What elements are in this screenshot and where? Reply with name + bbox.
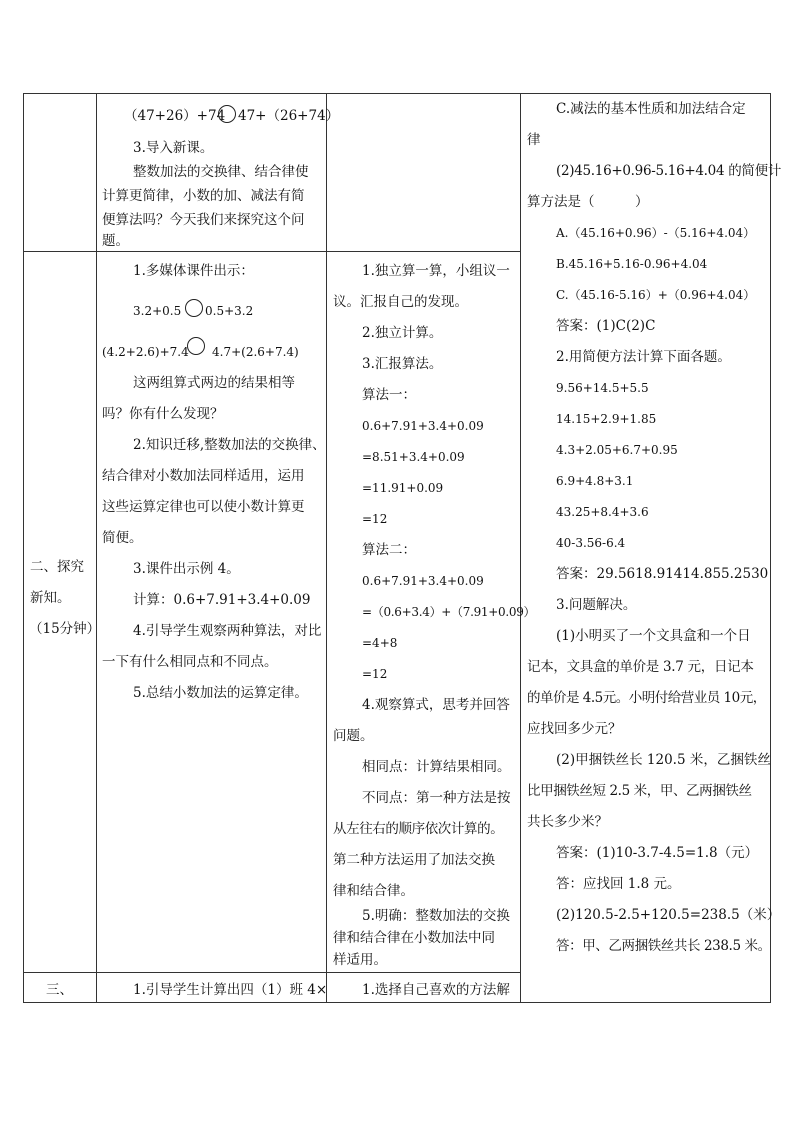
- row-divider: [23, 972, 520, 973]
- cell-text-line: 2.独立计算。: [362, 325, 443, 341]
- table-bottom-border: [23, 1002, 771, 1003]
- exercise-line: (2)45.16+0.96-5.16+4.04 的简便计: [556, 163, 782, 179]
- cell-text-line: 0.6+7.91+3.4+0.09: [362, 419, 484, 433]
- cell-text-line: 不同点：第一种方法是按: [362, 790, 511, 806]
- cell-text-line: 4.引导学生观察两种算法，对比: [133, 623, 322, 639]
- answer-line: 答：甲、乙两捆铁丝共长 238.5 米。: [556, 938, 771, 954]
- exercise-option: C.（45.16-5.16）+（0.96+4.04）: [556, 288, 756, 302]
- compare-blank-circle: [218, 105, 236, 123]
- cell-text-line: 整数加法的交换律、结合律使: [133, 164, 309, 180]
- cell-text-line: 5.总结小数加法的运算定律。: [133, 685, 308, 701]
- section-label: 三、: [46, 982, 73, 998]
- cell-text-line: 议。汇报自己的发现。: [333, 294, 468, 310]
- cell-text-line: 简便。: [102, 530, 143, 546]
- compare-blank-circle: [185, 299, 203, 317]
- exercise-line: (1)小明买了一个文具盒和一个日: [556, 628, 751, 644]
- answer-line: 答案：(1)C(2)C: [556, 318, 656, 334]
- cell-text-line: =12: [362, 512, 388, 526]
- equation-left: (4.2+2.6)+7.4: [102, 345, 189, 359]
- cell-text-line: 2.知识迁移,整数加法的交换律、: [133, 437, 326, 453]
- cell-text-line: =12: [362, 667, 388, 681]
- equation-left: 3.2+0.5: [133, 304, 182, 318]
- cell-text-line: 问题。: [333, 728, 374, 744]
- cell-text-line: 0.6+7.91+3.4+0.09: [362, 574, 484, 588]
- compare-blank-circle: [187, 337, 205, 355]
- exercise-line: 比甲捆铁丝短 2.5 米，甲、乙两捆铁丝: [527, 783, 752, 799]
- exercise-line: 算方法是（ ）: [527, 194, 649, 210]
- table-top-border: [23, 93, 771, 94]
- exercise-expression: 4.3+2.05+6.7+0.95: [556, 443, 678, 457]
- answer-line: 答：应找回 1.8 元。: [556, 876, 681, 892]
- exercise-line: 的单价是 4.5元。小明付给营业员 10元，: [527, 690, 766, 706]
- cell-text-line: 4.观察算式，思考并回答: [362, 697, 510, 713]
- cell-text-line: 便算法吗？今天我们来探究这个问: [102, 212, 305, 228]
- exercise-expression: 6.9+4.8+3.1: [556, 474, 634, 488]
- cell-text-line: 计算：0.6+7.91+3.4+0.09: [133, 592, 311, 608]
- cell-text-line: =（0.6+3.4）+（7.91+0.09）: [362, 605, 536, 619]
- compare-right-expression: 47+（26+74）: [238, 108, 340, 124]
- cell-text-line: 律和结合律。: [333, 883, 414, 899]
- cell-text-line: 律和结合律在小数加法中同: [333, 930, 495, 946]
- exercise-expression: 9.56+14.5+5.5: [556, 381, 649, 395]
- cell-text-line: 3.导入新课。: [133, 140, 214, 156]
- cell-text-line: 3.课件出示例 4。: [133, 561, 240, 577]
- exercise-line: 2.用简便方法计算下面各题。: [556, 349, 731, 365]
- cell-text-line: 样适用。: [333, 952, 387, 968]
- cell-text-line: 题。: [102, 233, 129, 249]
- exercise-expression: 14.15+2.9+1.85: [556, 412, 657, 426]
- equation-right: 0.5+3.2: [205, 304, 254, 318]
- exercise-expression: 40-3.56-6.4: [556, 536, 626, 550]
- exercise-option: A.（45.16+0.96）-（5.16+4.04）: [556, 226, 756, 240]
- cell-text-line: 这两组算式两边的结果相等: [133, 375, 295, 391]
- cell-text-line: =8.51+3.4+0.09: [362, 450, 465, 464]
- cell-text-line: 从左往右的顺序依次计算的。: [333, 821, 504, 837]
- section-label: 新知。: [30, 590, 71, 606]
- exercise-line: 记本，文具盒的单价是 3.7 元，日记本: [527, 659, 754, 675]
- exercise-option: B.45.16+5.16-0.96+4.04: [556, 257, 708, 271]
- exercise-line: C.减法的基本性质和加法结合定: [556, 101, 746, 117]
- section-label: 二、探究: [30, 559, 84, 575]
- col-border: [770, 93, 771, 1003]
- equation-right: 4.7+(2.6+7.4): [212, 345, 299, 359]
- col-border: [96, 93, 97, 1003]
- cell-text-line: 这些运算定律也可以使小数计算更: [102, 499, 305, 515]
- cell-text-line: =11.91+0.09: [362, 481, 444, 495]
- exercise-line: 应找回多少元？: [527, 721, 622, 737]
- cell-text-line: 1.选择自己喜欢的方法解: [362, 982, 510, 998]
- cell-text-line: 相同点：计算结果相同。: [362, 759, 511, 775]
- cell-text-line: 1.引导学生计算出四（1）班 4×: [133, 982, 328, 998]
- col-border: [520, 93, 521, 1003]
- col-border: [23, 93, 24, 1003]
- cell-text-line: 5.明确：整数加法的交换: [362, 908, 510, 924]
- answer-line: (2)120.5-2.5+120.5=238.5（米）: [556, 907, 781, 923]
- cell-text-line: 算法一：: [362, 387, 416, 403]
- exercise-line: 律: [527, 132, 541, 148]
- exercise-line: (2)甲捆铁丝长 120.5 米，乙捆铁丝: [556, 752, 771, 768]
- row-divider: [23, 251, 520, 252]
- cell-text-line: 计算更简律，小数的加、减法有简: [102, 188, 305, 204]
- section-duration: （15分钟）: [29, 621, 101, 637]
- col-border: [326, 93, 327, 1003]
- cell-text-line: 3.汇报算法。: [362, 356, 443, 372]
- cell-text-line: 结合律对小数加法同样适用，运用: [102, 468, 305, 484]
- compare-left-expression: （47+26）+74: [124, 108, 226, 124]
- cell-text-line: 一下有什么相同点和不同点。: [102, 654, 278, 670]
- answer-line: 答案：(1)10-3.7-4.5=1.8（元）: [556, 845, 759, 861]
- cell-text-line: 算法二：: [362, 542, 416, 558]
- exercise-line: 3.问题解决。: [556, 597, 637, 613]
- cell-text-line: 吗？你有什么发现？: [102, 406, 224, 422]
- answer-line: 答案：29.5618.91414.855.2530: [556, 566, 769, 582]
- cell-text-line: 1.独立算一算，小组议一: [362, 263, 510, 279]
- exercise-expression: 43.25+8.4+3.6: [556, 505, 649, 519]
- cell-text-line: =4+8: [362, 636, 398, 650]
- cell-text-line: 第二种方法运用了加法交换: [333, 852, 495, 868]
- cell-text-line: 1.多媒体课件出示：: [133, 263, 254, 279]
- exercise-line: 共长多少米？: [527, 814, 608, 830]
